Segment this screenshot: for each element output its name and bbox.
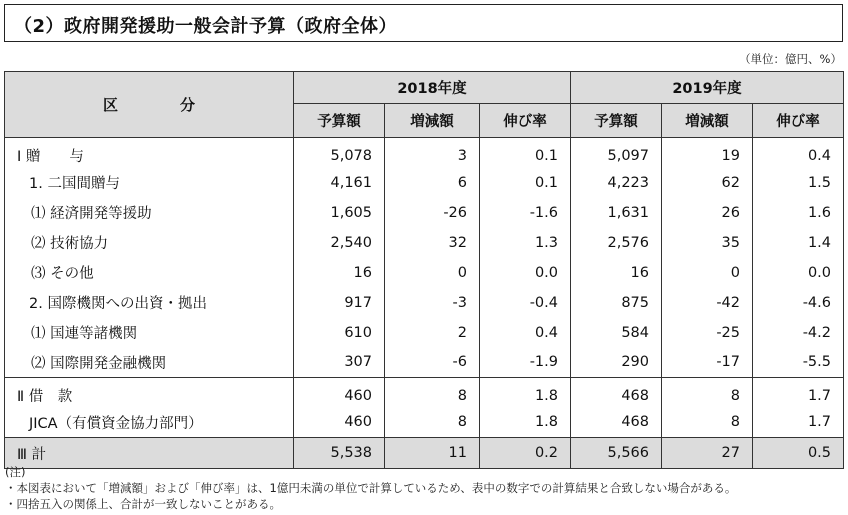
row-label: ⑶ その他 bbox=[5, 258, 294, 288]
header-row-years bbox=[5, 72, 844, 104]
notes bbox=[5, 464, 736, 512]
table-row bbox=[5, 378, 844, 408]
row-label: Ⅱ 借 款 bbox=[5, 378, 294, 408]
cell-value: 2 bbox=[385, 318, 480, 348]
col-budget-2018: 予算額 bbox=[294, 104, 385, 138]
cell-value: -6 bbox=[385, 348, 480, 378]
cell-value: 0.0 bbox=[480, 258, 571, 288]
table-row bbox=[5, 288, 844, 318]
cell-value: -17 bbox=[662, 348, 753, 378]
cell-value: -1.6 bbox=[480, 198, 571, 228]
cell-value: 0 bbox=[385, 258, 480, 288]
note-1: ・本図表において「増減額」および「伸び率」は、1億円未満の単位で計算しているため、表中の数字での計算結果と合致しない場合がある。 bbox=[5, 481, 737, 495]
cell-value: 917 bbox=[294, 288, 385, 318]
cell-value: 19 bbox=[662, 138, 753, 168]
cell-value: 35 bbox=[662, 228, 753, 258]
cell-value: 16 bbox=[571, 258, 662, 288]
row-label: 1. 二国間贈与 bbox=[5, 168, 294, 198]
table-row bbox=[5, 198, 844, 228]
col-budget-2019: 予算額 bbox=[571, 104, 662, 138]
cell-value: 1.7 bbox=[753, 408, 844, 438]
cell-value: 0.4 bbox=[480, 318, 571, 348]
cell-value: 4,223 bbox=[571, 168, 662, 198]
kubun-char-2: 分 bbox=[180, 96, 196, 114]
cell-value: -42 bbox=[662, 288, 753, 318]
cell-value: 6 bbox=[385, 168, 480, 198]
cell-value: 27 bbox=[662, 438, 753, 469]
cell-value: 1.7 bbox=[753, 378, 844, 408]
cell-value: 1.8 bbox=[480, 408, 571, 438]
cell-value: 26 bbox=[662, 198, 753, 228]
cell-value: 1.5 bbox=[753, 168, 844, 198]
cell-value: -4.6 bbox=[753, 288, 844, 318]
kubun-header bbox=[5, 72, 294, 138]
cell-value: 62 bbox=[662, 168, 753, 198]
cell-value: 0.1 bbox=[480, 138, 571, 168]
title-box bbox=[4, 4, 843, 42]
cell-value: -3 bbox=[385, 288, 480, 318]
cell-value: 1.4 bbox=[753, 228, 844, 258]
col-change-2019: 増減額 bbox=[662, 104, 753, 138]
col-growth-2019: 伸び率 bbox=[753, 104, 844, 138]
cell-value: 1.8 bbox=[480, 378, 571, 408]
cell-value: 0.4 bbox=[753, 138, 844, 168]
cell-value: 1,605 bbox=[294, 198, 385, 228]
cell-value: 1.3 bbox=[480, 228, 571, 258]
table-row bbox=[5, 408, 844, 438]
unit-label: （単位：億円、%） bbox=[739, 52, 842, 66]
cell-value: 460 bbox=[294, 378, 385, 408]
cell-value: 8 bbox=[385, 408, 480, 438]
cell-value: 11 bbox=[385, 438, 480, 469]
cell-value: 5,078 bbox=[294, 138, 385, 168]
cell-value: 460 bbox=[294, 408, 385, 438]
cell-value: -1.9 bbox=[480, 348, 571, 378]
table-row bbox=[5, 138, 844, 168]
cell-value: 307 bbox=[294, 348, 385, 378]
cell-value: -25 bbox=[662, 318, 753, 348]
cell-value: 2,540 bbox=[294, 228, 385, 258]
cell-value: 3 bbox=[385, 138, 480, 168]
row-label: Ⅲ 計 bbox=[5, 438, 294, 469]
cell-value: 5,538 bbox=[294, 438, 385, 469]
cell-value: 8 bbox=[662, 408, 753, 438]
col-change-2018: 増減額 bbox=[385, 104, 480, 138]
row-label: ⑴ 経済開発等援助 bbox=[5, 198, 294, 228]
cell-value: 32 bbox=[385, 228, 480, 258]
row-label: ⑴ 国連等諸機関 bbox=[5, 318, 294, 348]
cell-value: -5.5 bbox=[753, 348, 844, 378]
cell-value: 875 bbox=[571, 288, 662, 318]
cell-value: -4.2 bbox=[753, 318, 844, 348]
cell-value: 5,566 bbox=[571, 438, 662, 469]
notes-head: (注) bbox=[5, 465, 26, 479]
cell-value: -0.4 bbox=[480, 288, 571, 318]
cell-value: 8 bbox=[385, 378, 480, 408]
cell-value: 1.6 bbox=[753, 198, 844, 228]
cell-value: 0.1 bbox=[480, 168, 571, 198]
cell-value: 0.0 bbox=[753, 258, 844, 288]
kubun-char-1: 区 bbox=[102, 96, 118, 114]
row-label: Ⅰ 贈 与 bbox=[5, 138, 294, 168]
table-row bbox=[5, 258, 844, 288]
cell-value: 1,631 bbox=[571, 198, 662, 228]
col-growth-2018: 伸び率 bbox=[480, 104, 571, 138]
cell-value: 5,097 bbox=[571, 138, 662, 168]
year-2019-header: 2019年度 bbox=[571, 72, 844, 104]
cell-value: -26 bbox=[385, 198, 480, 228]
table-row bbox=[5, 168, 844, 198]
cell-value: 468 bbox=[571, 408, 662, 438]
row-label: 2. 国際機関への出資・拠出 bbox=[5, 288, 294, 318]
page-title: （2）政府開発援助一般会計予算（政府全体） bbox=[14, 16, 398, 37]
budget-table bbox=[4, 71, 844, 469]
row-label: ⑵ 技術協力 bbox=[5, 228, 294, 258]
cell-value: 16 bbox=[294, 258, 385, 288]
cell-value: 0 bbox=[662, 258, 753, 288]
cell-value: 8 bbox=[662, 378, 753, 408]
note-2: ・四捨五入の関係上、合計が一致しないことがある。 bbox=[5, 497, 281, 511]
cell-value: 584 bbox=[571, 318, 662, 348]
cell-value: 610 bbox=[294, 318, 385, 348]
row-label: ⑵ 国際開発金融機関 bbox=[5, 348, 294, 378]
row-label: JICA（有償資金協力部門） bbox=[5, 408, 294, 438]
table-row bbox=[5, 228, 844, 258]
table-row bbox=[5, 318, 844, 348]
table-row bbox=[5, 348, 844, 378]
cell-value: 2,576 bbox=[571, 228, 662, 258]
cell-value: 468 bbox=[571, 378, 662, 408]
cell-value: 290 bbox=[571, 348, 662, 378]
cell-value: 0.2 bbox=[480, 438, 571, 469]
year-2018-header: 2018年度 bbox=[294, 72, 571, 104]
cell-value: 0.5 bbox=[753, 438, 844, 469]
cell-value: 4,161 bbox=[294, 168, 385, 198]
